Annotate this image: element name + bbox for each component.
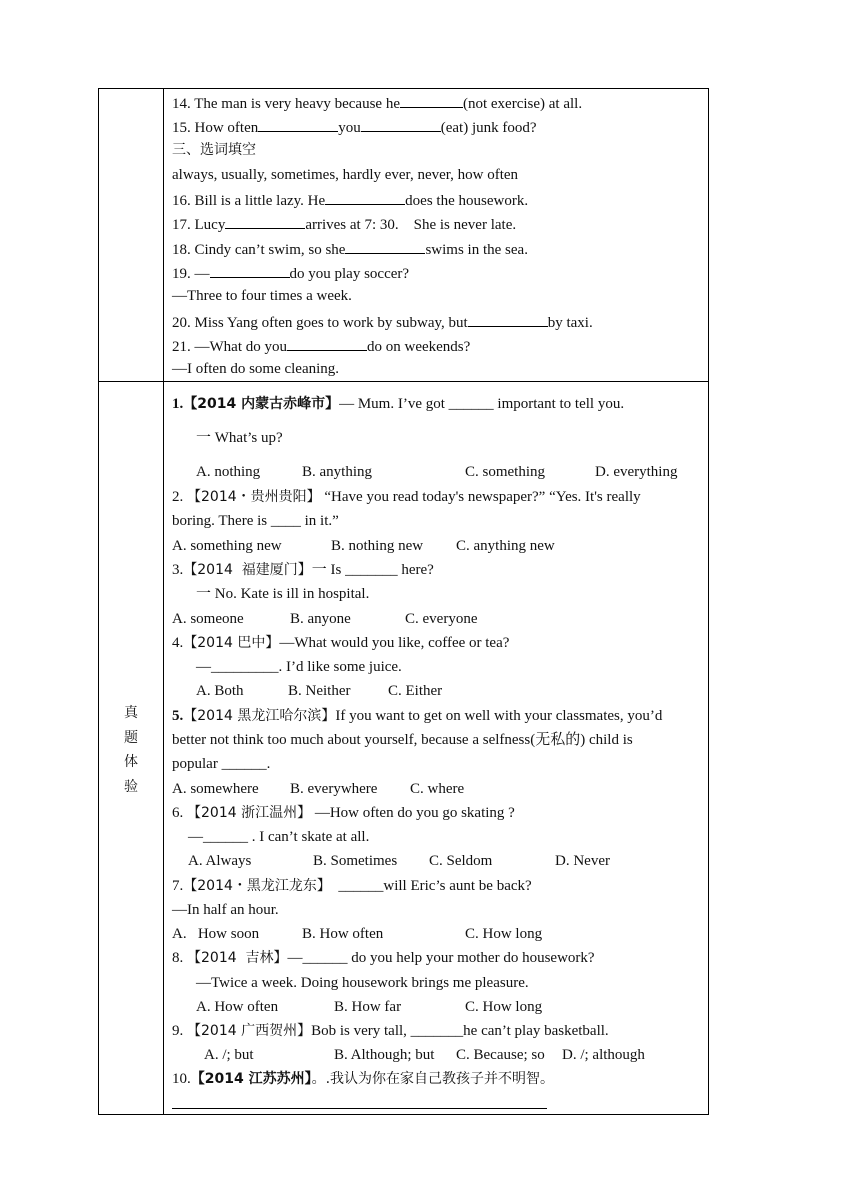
problem-7: 7.【2014・黑龙江龙东】 ______will Eric’s aunt be back? <box>172 878 532 894</box>
label-char: 真 <box>124 705 138 721</box>
problem-3: 3.【2014 福建厦门】一 Is _______ here? <box>172 562 434 578</box>
answer-blank[interactable] <box>210 263 290 278</box>
option[interactable]: C. where <box>410 781 465 797</box>
question-16: 16. Bill is a little lazy. He does the housework. <box>172 190 528 210</box>
answer-blank[interactable] <box>287 336 367 351</box>
option[interactable]: B. anyone <box>290 611 351 627</box>
option[interactable]: A. something new <box>172 538 282 554</box>
label-char: 题 <box>124 729 138 746</box>
question-20: 20. Miss Yang often goes to work by subway, but by taxi. <box>172 312 593 332</box>
option[interactable]: D. /; although <box>562 1047 645 1063</box>
answer-blank[interactable] <box>361 117 441 132</box>
option[interactable]: B. Although; but <box>334 1047 435 1063</box>
option[interactable]: C. How long <box>465 926 543 942</box>
option[interactable]: B. How far <box>334 999 402 1015</box>
problem-3-reply: 一 No. Kate is ill in hospital. <box>196 586 370 602</box>
answer-blank[interactable] <box>400 93 463 108</box>
option[interactable]: C. Seldom <box>429 853 493 869</box>
option[interactable]: B. Neither <box>288 683 351 699</box>
label-char: 验 <box>124 778 138 795</box>
option[interactable]: C. something <box>465 464 546 480</box>
section-label <box>99 701 163 799</box>
answer-blank[interactable] <box>258 117 338 132</box>
problem-5-cont: better not think too much about yourself, because a selfness(无私的) child is <box>172 732 633 748</box>
problem-2-cont: boring. There is ____ in it.” <box>172 513 339 529</box>
option[interactable]: D. everything <box>595 464 678 480</box>
option[interactable]: D. Never <box>555 853 610 869</box>
answer-21: —I often do some cleaning. <box>172 361 340 377</box>
section-heading: 三、选词填空 <box>172 142 256 158</box>
label-char: 体 <box>124 754 138 770</box>
problem-6: 6. 【2014 浙江温州】 —How often do you go skating ? <box>172 805 515 821</box>
question-18: 18. Cindy can’t swim, so she swims in the sea. <box>172 239 528 259</box>
option[interactable]: A. Both <box>196 683 244 699</box>
problem-9: 9. 【2014 广西贺州】Bob is very tall, _______he can’t play basketball. <box>172 1023 609 1039</box>
option[interactable]: B. anything <box>302 464 372 480</box>
option[interactable]: C. anything new <box>456 538 555 554</box>
option[interactable]: A. somewhere <box>172 781 259 797</box>
problem-5: 5.【2014 黑龙江哈尔滨】If you want to get on well with your classmates, you’d <box>172 708 663 724</box>
translation-answer-line[interactable] <box>172 1108 547 1109</box>
option[interactable]: A. How often <box>196 999 279 1015</box>
problem-4: 4.【2014 巴中】—What would you like, coffee or tea? <box>172 635 510 651</box>
row-divider <box>99 381 708 382</box>
option[interactable]: C. Because; so <box>456 1047 545 1063</box>
question-19: 19. — do you play soccer? <box>172 263 409 283</box>
problem-10: 10.【2014 江苏苏州】。.我认为你在家自己教孩子并不明智。 <box>172 1071 555 1087</box>
option[interactable]: B. Sometimes <box>313 853 398 869</box>
answer-blank[interactable] <box>468 312 548 327</box>
option[interactable]: C. Either <box>388 683 443 699</box>
problem-5-cont: popular ______. <box>172 756 271 772</box>
problem-8: 8. 【2014 吉林】—______ do you help your mother do housework? <box>172 950 595 966</box>
question-21: 21. —What do you do on weekends? <box>172 336 470 356</box>
option[interactable]: A. Always <box>188 853 252 869</box>
question-14: 14. The man is very heavy because he (not exercise) at all. <box>172 93 582 113</box>
option[interactable]: B. everywhere <box>290 781 378 797</box>
option[interactable]: A. /; but <box>204 1047 254 1063</box>
option[interactable]: A. How soon <box>172 926 260 942</box>
answer-19: —Three to four times a week. <box>172 288 352 304</box>
problem-7-reply: —In half an hour. <box>172 902 279 918</box>
question-17: 17. Lucy arrives at 7: 30. She is never late. <box>172 214 516 234</box>
column-divider <box>163 89 164 1114</box>
problem-1-reply: 一 What’s up? <box>196 430 283 446</box>
option[interactable]: C. everyone <box>405 611 478 627</box>
problem-2: 2. 【2014・贵州贵阳】 “Have you read today's newspaper?” “Yes. It's really <box>172 489 641 505</box>
problem-6-reply: —______ . I can’t skate at all. <box>188 829 370 845</box>
option[interactable]: B. How often <box>302 926 384 942</box>
answer-blank[interactable] <box>225 214 305 229</box>
option[interactable]: B. nothing new <box>331 538 424 554</box>
problem-8-reply: —Twice a week. Doing housework brings me pleasure. <box>196 975 529 991</box>
option[interactable]: A. nothing <box>196 464 261 480</box>
word-bank: always, usually, sometimes, hardly ever, never, how often <box>172 167 519 183</box>
option[interactable]: C. How long <box>465 999 543 1015</box>
answer-blank[interactable] <box>345 239 425 254</box>
problem-4-reply: —_________. I’d like some juice. <box>196 659 402 675</box>
option[interactable]: A. someone <box>172 611 244 627</box>
question-15: 15. How often you (eat) junk food? <box>172 117 537 137</box>
answer-blank[interactable] <box>325 190 405 205</box>
problem-1: 1.【2014 内蒙古赤峰市】— Mum. I’ve got ______ important to tell you. <box>172 396 625 412</box>
